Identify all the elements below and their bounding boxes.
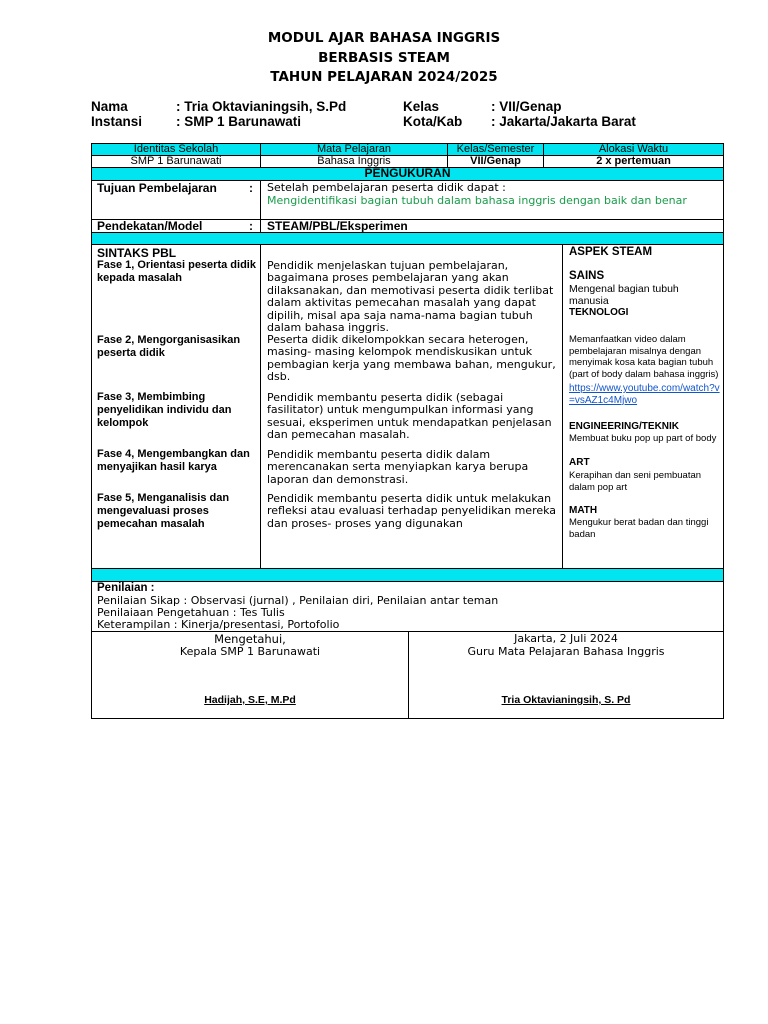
pengukuran-title: PENGUKURAN — [364, 166, 451, 180]
tujuan-label: Tujuan Pembelajaran — [97, 181, 217, 195]
nama-value: : Tria Oktavianingsih, S.Pd — [176, 99, 347, 114]
art-heading: ART — [569, 457, 590, 468]
sign-left-top: Mengetahui, — [214, 632, 286, 646]
fase3-desc: Pendidik membantu peserta didik (sebagai fasilitator) untuk mengumpulkan informasi yang sesuai, eksperimen untuk mendapatkan penjelasan dan pemecahan masalah. — [267, 391, 552, 442]
grid-line — [562, 244, 563, 568]
kelas-label: Kelas — [403, 99, 440, 114]
sign-left-name: Hadijah, S.E, M.Pd — [204, 694, 296, 706]
fase4-desc: Pendidik membantu peserta didik dalam merencanakan serta menyiapkan karya berupa laporan dan demonstrasi. — [267, 448, 529, 486]
pendekatan-label: Pendekatan/Model — [97, 219, 203, 233]
fase5-title: Fase 5, Menganalisis dan mengevaluasi proses pemecahan masalah — [97, 492, 230, 530]
penilaian-keterampilan: Keterampilan : Kinerja/presentasi, Portofolio — [97, 618, 340, 631]
grid-line — [91, 581, 724, 582]
teknologi-text: Memanfaatkan video dalam pembelajaran misalnya dengan menyimak kosa kata bagian tubuh (part of body dalam bahasa inggris) — [569, 334, 719, 380]
fase4-title: Fase 4, Mengembangkan dan menyajikan hasil karya — [97, 448, 250, 473]
identity-header-alokasi: Alokasi Waktu — [598, 143, 669, 155]
kota-label: Kota/Kab — [403, 114, 463, 129]
identity-value-kelas: VII/Genap — [470, 155, 521, 167]
fase3-title: Fase 3, Membimbing penyelidikan individu dan kelompok — [97, 391, 232, 429]
document-title-line3: TAHUN PELAJARAN 2024/2025 — [270, 69, 498, 85]
art-text: Kerapihan dan seni pembuatan dalam pop art — [569, 470, 702, 493]
fase2-title: Fase 2, Mengorganisasikan peserta didik — [97, 334, 241, 359]
identity-value-alokasi: 2 x pertemuan — [596, 155, 671, 167]
penilaian-sikap: Penilaian Sikap : Observasi (jurnal) , Penilaian diri, Penilaian antar teman — [97, 594, 499, 607]
penilaian-heading: Penilaian : — [97, 582, 155, 594]
identity-value-sekolah: SMP 1 Barunawati — [130, 155, 222, 167]
grid-line — [91, 244, 724, 245]
sign-right-role: Guru Mata Pelajaran Bahasa Inggris — [467, 645, 665, 658]
sign-right-name: Tria Oktavianingsih, S. Pd — [501, 694, 631, 706]
teknologi-heading: TEKNOLOGI — [569, 307, 629, 318]
sign-left-role: Kepala SMP 1 Barunawati — [179, 645, 321, 658]
grid-line — [91, 568, 724, 569]
identity-value-mapel: Bahasa Inggris — [317, 155, 391, 167]
kelas-value: : VII/Genap — [491, 99, 562, 114]
engineering-heading: ENGINEERING/TEKNIK — [569, 421, 680, 432]
nama-label: Nama — [91, 99, 128, 114]
math-text: Mengukur berat badan dan tinggi badan — [569, 517, 709, 540]
tujuan-colon: : — [249, 181, 253, 195]
grid-line — [260, 244, 261, 568]
instansi-value: : SMP 1 Barunawati — [176, 114, 302, 129]
teknologi-video-link[interactable]: https://www.youtube.com/watch?v=vsAZ1c4Mjwo — [569, 383, 720, 406]
grid-line — [260, 180, 261, 232]
penilaian-pengetahuan: Penilaiaan Pengetahuan : Tes Tulis — [97, 606, 285, 619]
tujuan-objective: Mengidentifikasi bagian tubuh dalam bahasa inggris dengan baik dan benar — [267, 194, 687, 207]
engineering-text: Membuat buku pop up part of body — [569, 433, 717, 444]
identity-header-sekolah: Identitas Sekolah — [133, 143, 219, 155]
separator-band-1 — [92, 232, 723, 244]
fase5-desc: Pendidik membantu peserta didik untuk melakukan refleksi atau evaluasi terhadap penyelidikan mereka dan proses- proses yang digunakan — [267, 492, 557, 530]
instansi-label: Instansi — [91, 114, 143, 129]
sains-heading: SAINS — [569, 270, 605, 282]
pendekatan-value: STEAM/PBL/Eksperimen — [267, 219, 408, 233]
steam-heading: ASPEK STEAM — [569, 246, 653, 258]
separator-band-2 — [92, 568, 723, 581]
identity-header-mapel: Mata Pelajaran — [317, 143, 391, 155]
sintaks-heading: SINTAKS PBL — [97, 246, 177, 260]
sains-text: Mengenal bagian tubuh manusia — [569, 283, 679, 307]
kota-value: : Jakarta/Jakarta Barat — [491, 114, 636, 129]
fase2-desc: Peserta didik dikelompokkan secara heterogen, masing- masing kelompok mendiskusikan untuk pembagian kerja yang membawa bahan, mengukur, dsb. — [267, 333, 556, 384]
fase1-title: Fase 1, Orientasi peserta didik kepada masalah — [97, 259, 256, 284]
document-title-line1: MODUL AJAR BAHASA INGGRIS — [267, 30, 501, 46]
fase1-desc: Pendidik menjelaskan tujuan pembelajaran, bagaimana proses pembelajaran yang akan dilaksanakan, dan memotivasi peserta didik terlibat dalam aktivitas pemecahan masalah yang dapat dipilih, misal apa saja nama-nama bagian tubuh dalam bahasa inggris. — [267, 259, 554, 335]
document-title-line2: BERBASIS STEAM — [318, 50, 450, 66]
identity-header-kelas: Kelas/Semester — [456, 143, 535, 155]
pendekatan-colon: : — [249, 219, 253, 233]
tujuan-intro: Setelah pembelajaran peserta didik dapat : — [267, 181, 506, 194]
sign-right-top: Jakarta, 2 Juli 2024 — [514, 632, 618, 645]
math-heading: MATH — [569, 505, 598, 516]
